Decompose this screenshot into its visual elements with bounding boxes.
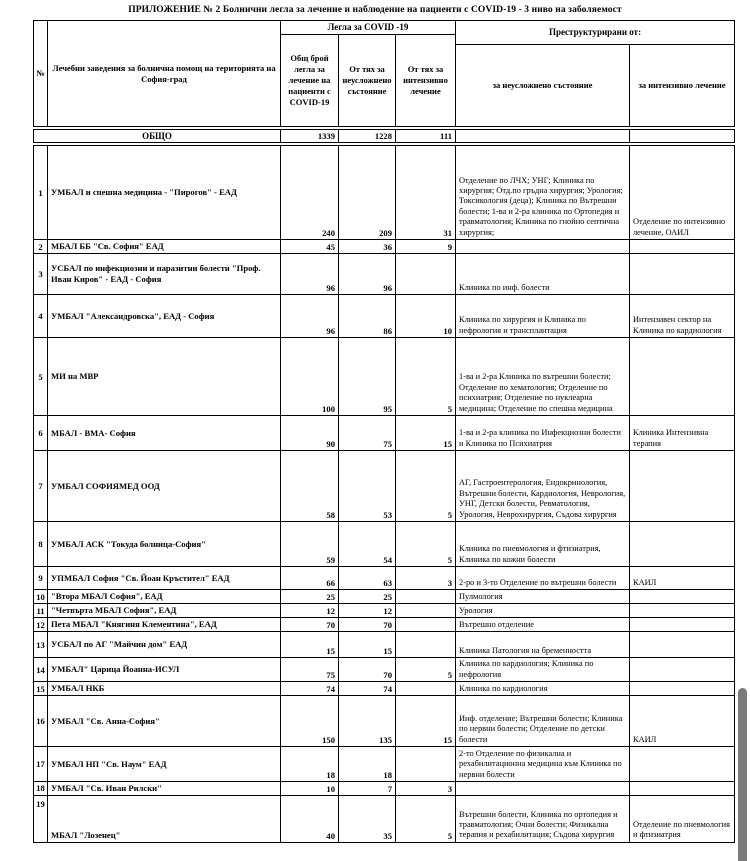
cell-intensive-beds: 5 [396, 658, 456, 682]
cell-restructured-intensive [630, 782, 735, 796]
table-body [34, 146, 735, 843]
cell-total-beds: 96 [281, 254, 339, 295]
cell-restructured-uncomplicated: Клиника по инф. болести [456, 254, 630, 295]
cell-total-beds: 150 [281, 696, 339, 747]
cell-restructured-uncomplicated: Урология [456, 604, 630, 618]
cell-restructured-uncomplicated: Клиника по пневмология и фтизиатрия, Клиника по кожни болести [456, 522, 630, 567]
cell-row-number: 17 [34, 747, 48, 782]
header-restructured-group: Преструктурирани от: [456, 21, 735, 45]
cell-intensive-beds: 5 [396, 795, 456, 842]
cell-restructured-intensive [630, 604, 735, 618]
table-row [34, 795, 735, 842]
cell-facility-name: Пета МБАЛ "Княгиня Клементина", ЕАД [48, 618, 281, 632]
cell-intensive-beds: 5 [396, 338, 456, 416]
table-row [34, 254, 735, 295]
cell-intensive-beds: 5 [396, 522, 456, 567]
totals-label: ОБЩО [34, 130, 281, 143]
cell-facility-name: "Четвърта МБАЛ София", ЕАД [48, 604, 281, 618]
cell-uncomplicated-beds: 63 [339, 567, 396, 590]
cell-restructured-intensive: Отделение по интензивно лечение, ОАИЛ [630, 146, 735, 240]
header-row-number: № [34, 21, 48, 127]
cell-restructured-uncomplicated: 2-ро и 3-то Отделение по вътрешни болести [456, 567, 630, 590]
cell-row-number: 2 [34, 240, 48, 254]
beds-table-header [33, 20, 735, 127]
cell-facility-name: УМБАЛ НП "Св. Наум" ЕАД [48, 747, 281, 782]
cell-facility-name: УМБАЛ "Александровска", ЕАД - София [48, 295, 281, 338]
cell-total-beds: 15 [281, 632, 339, 658]
cell-uncomplicated-beds: 86 [339, 295, 396, 338]
cell-restructured-uncomplicated: Клиника по кардиология; Клиника по нефрология [456, 658, 630, 682]
cell-row-number: 14 [34, 658, 48, 682]
document-title: ПРИЛОЖЕНИЕ № 2 Болнични легла за лечение и наблюдение на пациенти с COVID-19 - 3 ниво на заболяемост [128, 5, 622, 15]
cell-uncomplicated-beds: 209 [339, 146, 396, 240]
table-row [34, 567, 735, 590]
cell-restructured-uncomplicated [456, 240, 630, 254]
cell-restructured-uncomplicated: Инф. отделение; Вътрешни болести; Клиника по нервни болести; Отделение по детски болести [456, 696, 630, 747]
cell-intensive-beds: 5 [396, 451, 456, 522]
totals-restructured-uncomplicated [456, 130, 630, 143]
cell-restructured-intensive: КАИЛ [630, 567, 735, 590]
cell-total-beds: 90 [281, 416, 339, 451]
cell-restructured-uncomplicated: Пулмология [456, 590, 630, 604]
cell-restructured-intensive: Клиника Интензивна терапия [630, 416, 735, 451]
table-row [34, 696, 735, 747]
cell-restructured-intensive [630, 632, 735, 658]
cell-restructured-intensive [630, 747, 735, 782]
table-row [34, 416, 735, 451]
cell-uncomplicated-beds: 35 [339, 795, 396, 842]
table-row [34, 295, 735, 338]
cell-uncomplicated-beds: 53 [339, 451, 396, 522]
cell-intensive-beds [396, 604, 456, 618]
cell-restructured-intensive [630, 338, 735, 416]
header-uncomplicated-beds: От тях за неусложнено състояние [339, 35, 396, 127]
cell-restructured-intensive: Отделение по пневмология и фтизиатрия [630, 795, 735, 842]
cell-row-number: 3 [34, 254, 48, 295]
cell-uncomplicated-beds: 12 [339, 604, 396, 618]
cell-row-number: 5 [34, 338, 48, 416]
cell-row-number: 6 [34, 416, 48, 451]
cell-uncomplicated-beds: 135 [339, 696, 396, 747]
cell-uncomplicated-beds: 36 [339, 240, 396, 254]
cell-intensive-beds: 31 [396, 146, 456, 240]
cell-restructured-uncomplicated: 1-ва и 2-ра клиника по Инфекциозни болести и Клиника по Психиатрия [456, 416, 630, 451]
cell-intensive-beds: 15 [396, 416, 456, 451]
cell-restructured-uncomplicated: Клиника Патология на бременността [456, 632, 630, 658]
cell-row-number: 15 [34, 682, 48, 696]
cell-uncomplicated-beds: 75 [339, 416, 396, 451]
cell-total-beds: 240 [281, 146, 339, 240]
cell-restructured-intensive [630, 240, 735, 254]
cell-facility-name: УСБАЛ по инфекциозни и паразитни болести "Проф. Иван Киров" - ЕАД - София [48, 254, 281, 295]
cell-restructured-uncomplicated: Вътрешни болести, Клиника по ортопедия и травматология; Очни болести; Физикална терапия и рехабилитация; Съдова хирургия [456, 795, 630, 842]
cell-facility-name: УМБАЛ СОФИЯМЕД ООД [48, 451, 281, 522]
cell-row-number: 13 [34, 632, 48, 658]
cell-uncomplicated-beds: 95 [339, 338, 396, 416]
cell-row-number: 10 [34, 590, 48, 604]
cell-uncomplicated-beds: 96 [339, 254, 396, 295]
cell-intensive-beds: 9 [396, 240, 456, 254]
cell-facility-name: МБАЛ - ВМА- София [48, 416, 281, 451]
totals-restructured-intensive [630, 130, 735, 143]
cell-restructured-intensive [630, 682, 735, 696]
cell-row-number: 18 [34, 782, 48, 796]
cell-restructured-uncomplicated: Клиника по кардиология [456, 682, 630, 696]
cell-restructured-uncomplicated: 1-ва и 2-ра Клиника по вътрешни болести; Отделение по хематология; Отделение по психиатрия; Отделение по нуклеарна медицина; Отделение по спешна медицина [456, 338, 630, 416]
table-row [34, 632, 735, 658]
scrollbar-thumb[interactable] [738, 688, 747, 861]
cell-intensive-beds [396, 632, 456, 658]
cell-restructured-uncomplicated: Вътрешно отделение [456, 618, 630, 632]
table-row [34, 522, 735, 567]
cell-row-number: 7 [34, 451, 48, 522]
cell-total-beds: 74 [281, 682, 339, 696]
cell-facility-name: УПМБАЛ София "Св. Йоан Кръстител" ЕАД [48, 567, 281, 590]
cell-uncomplicated-beds: 15 [339, 632, 396, 658]
cell-row-number: 12 [34, 618, 48, 632]
cell-uncomplicated-beds: 70 [339, 618, 396, 632]
totals-row [34, 130, 735, 143]
cell-total-beds: 25 [281, 590, 339, 604]
cell-restructured-uncomplicated: 2-то Отделение по физикална и рехабилитационна медицина към Клиника по нервни болести [456, 747, 630, 782]
cell-restructured-intensive [630, 451, 735, 522]
cell-total-beds: 18 [281, 747, 339, 782]
totals-uncomplicated-beds: 1228 [339, 130, 396, 143]
table-row [34, 747, 735, 782]
cell-restructured-intensive [630, 618, 735, 632]
table-row [34, 682, 735, 696]
cell-row-number: 4 [34, 295, 48, 338]
cell-total-beds: 59 [281, 522, 339, 567]
cell-intensive-beds [396, 747, 456, 782]
cell-total-beds: 45 [281, 240, 339, 254]
cell-row-number: 9 [34, 567, 48, 590]
beds-table [33, 20, 734, 843]
cell-total-beds: 58 [281, 451, 339, 522]
cell-restructured-intensive: КАИЛ [630, 696, 735, 747]
header-restructured-intensive: за интензивно лечение [630, 45, 735, 127]
cell-total-beds: 66 [281, 567, 339, 590]
cell-uncomplicated-beds: 54 [339, 522, 396, 567]
cell-facility-name: УМБАЛ" Царица Йоанна-ИСУЛ [48, 658, 281, 682]
cell-restructured-uncomplicated [456, 782, 630, 796]
cell-row-number: 11 [34, 604, 48, 618]
cell-row-number: 1 [34, 146, 48, 240]
beds-table-body [33, 145, 735, 843]
header-covid-beds-group: Легла за COVID -19 [281, 21, 456, 35]
cell-restructured-uncomplicated: Клиника по хирургия и Клиника по нефрология и трансплантация [456, 295, 630, 338]
cell-facility-name: УМБАЛ АСК "Токуда болница-София" [48, 522, 281, 567]
table-row [34, 338, 735, 416]
cell-intensive-beds [396, 590, 456, 604]
cell-uncomplicated-beds: 70 [339, 658, 396, 682]
cell-restructured-uncomplicated: Отделение по ЛЧХ; УНГ; Клиника по хирургия; Отд.по гръдна хирургия; Урология; Токсикология (деца); Клиника по Вътрешни болести; 1-ва и 2-ра клиника по Ортопедия и травматология; Клиника по гнойно септична хирургия; [456, 146, 630, 240]
cell-facility-name: "Втора МБАЛ София", ЕАД [48, 590, 281, 604]
cell-restructured-intensive: Интензивен сектор на Клиника по кардиология [630, 295, 735, 338]
cell-intensive-beds [396, 254, 456, 295]
cell-restructured-intensive [630, 254, 735, 295]
cell-facility-name: УМБАЛ НКБ [48, 682, 281, 696]
cell-uncomplicated-beds: 18 [339, 747, 396, 782]
cell-intensive-beds: 3 [396, 567, 456, 590]
cell-uncomplicated-beds: 25 [339, 590, 396, 604]
header-intensive-beds: От тях за интензивно лечение [396, 35, 456, 127]
cell-total-beds: 12 [281, 604, 339, 618]
cell-row-number: 16 [34, 696, 48, 747]
table-row [34, 658, 735, 682]
header-facility: Лечебни заведения за болнична помощ на територията на София-град [48, 21, 281, 127]
cell-total-beds: 10 [281, 782, 339, 796]
cell-row-number: 8 [34, 522, 48, 567]
totals-total-beds: 1339 [281, 130, 339, 143]
cell-total-beds: 96 [281, 295, 339, 338]
totals-intensive-beds: 111 [396, 130, 456, 143]
table-row [34, 240, 735, 254]
cell-intensive-beds [396, 618, 456, 632]
table-row [34, 618, 735, 632]
cell-facility-name: УМБАЛ "Св. Анна-София" [48, 696, 281, 747]
table-row [34, 782, 735, 796]
cell-facility-name: УМБАЛ и спешна медицина - "Пирогов" - ЕАД [48, 146, 281, 240]
cell-intensive-beds: 15 [396, 696, 456, 747]
cell-total-beds: 70 [281, 618, 339, 632]
cell-restructured-intensive [630, 658, 735, 682]
header-restructured-uncomplicated: за неусложнено състояние [456, 45, 630, 127]
cell-intensive-beds [396, 682, 456, 696]
cell-facility-name: УСБАЛ по АГ "Майчин дом" ЕАД [48, 632, 281, 658]
cell-row-number: 19 [34, 795, 48, 842]
cell-facility-name: МИ на МВР [48, 338, 281, 416]
table-row [34, 146, 735, 240]
table-row [34, 604, 735, 618]
cell-facility-name: УМБАЛ "Св. Иван Рилски" [48, 782, 281, 796]
cell-total-beds: 100 [281, 338, 339, 416]
cell-intensive-beds: 3 [396, 782, 456, 796]
cell-restructured-intensive [630, 590, 735, 604]
cell-facility-name: МБАЛ ББ "Св. София" ЕАД [48, 240, 281, 254]
cell-intensive-beds: 10 [396, 295, 456, 338]
cell-facility-name: МБАЛ "Лозенец" [48, 795, 281, 842]
table-row [34, 590, 735, 604]
cell-restructured-uncomplicated: АГ, Гастроентерология, Ендокринология, Вътрешни болести, Кардиология, Неврология, УНГ, Детски болести, Ревматология, Урология, Неврохирургия, Съдова хирургия [456, 451, 630, 522]
header-total-beds: Общ брой легла за лечение на пациенти с COVID-19 [281, 35, 339, 127]
totals-row-table [33, 129, 735, 143]
cell-total-beds: 40 [281, 795, 339, 842]
table-row [34, 451, 735, 522]
cell-uncomplicated-beds: 7 [339, 782, 396, 796]
cell-restructured-intensive [630, 522, 735, 567]
cell-total-beds: 75 [281, 658, 339, 682]
cell-uncomplicated-beds: 74 [339, 682, 396, 696]
